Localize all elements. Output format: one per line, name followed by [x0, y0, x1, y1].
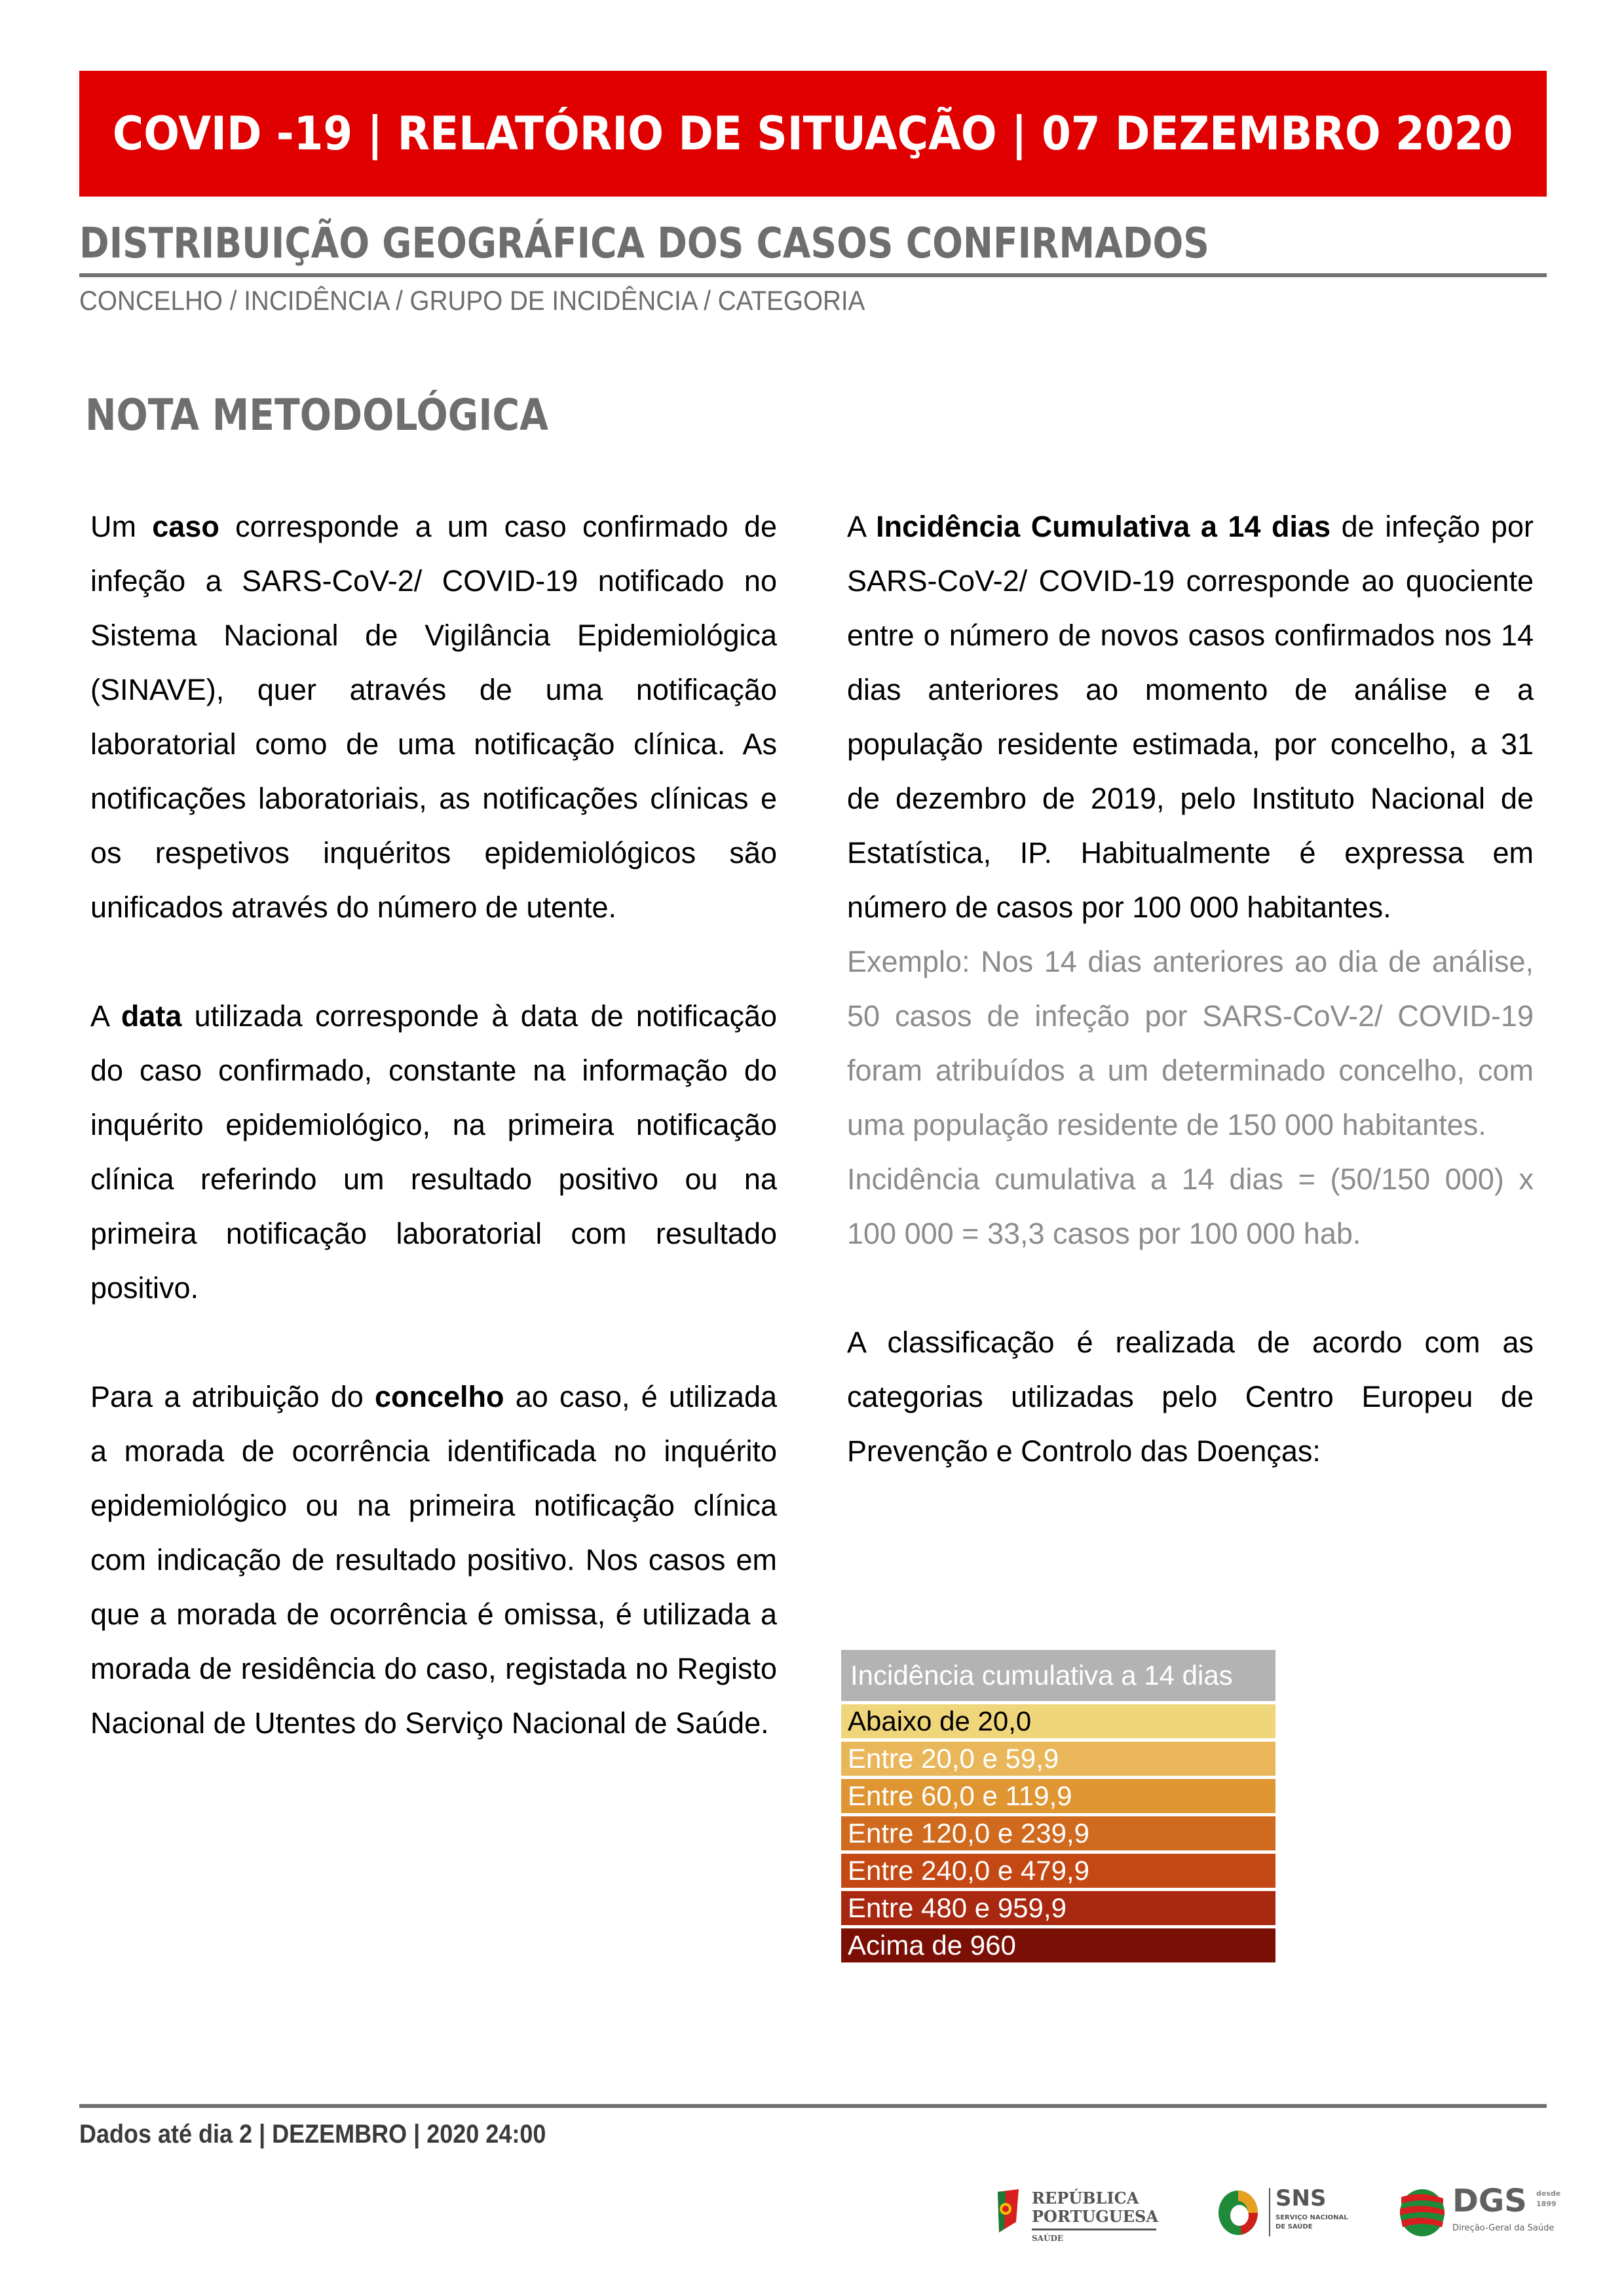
legend-header: Incidência cumulativa a 14 dias	[841, 1650, 1275, 1701]
keyword-data: data	[121, 999, 182, 1033]
dgs-side2: 1899	[1536, 2200, 1557, 2208]
report-header-banner	[79, 71, 1547, 197]
text: ao caso, é utilizada a morada de ocorrência identificada no inquérito epidemiológico ou na primeira notificação clínica com indicação de resultado positivo. Nos casos em que a morada de ocorrência é omissa, é utilizada a morada de residência do caso, registada no Registo Nacional de Utentes do Serviço Nacional de Saúde.	[90, 1380, 777, 1740]
text: A	[847, 510, 877, 543]
paragraph-data	[90, 989, 777, 1315]
sns-line2: SERVIÇO NACIONAL	[1275, 2214, 1348, 2221]
sns-line3: DE SAÚDE	[1275, 2223, 1313, 2230]
paragraph-caso	[90, 499, 777, 934]
legend-item: Abaixo de 20,0	[841, 1704, 1275, 1738]
left-column	[90, 499, 777, 1750]
methodology-title: NOTA METODOLÓGICA	[85, 390, 549, 440]
dgs-side1: desde	[1536, 2189, 1561, 2198]
dgs-emblem-icon	[1399, 2188, 1446, 2238]
legend-item: Entre 60,0 e 119,9	[841, 1779, 1275, 1813]
republica-portuguesa-logo	[992, 2185, 1163, 2244]
sns-logo	[1215, 2185, 1359, 2244]
text: de infeção por SARS-CoV-2/ COVID-19 corresponde ao quociente entre o número de novos casos confirmados nos 14 dias anteriores ao momento de análise e a população residente estimada, por concelho, a 31 de dezembro de 2019, pelo Instituto Nacional de Estatística, IP. Habitualmente é expressa em número de casos por 100 000 habitantes.	[847, 510, 1534, 924]
formula-text: Incidência cumulativa a 14 dias = (50/150 000) x 100 000 = 33,3 casos por 100 000 hab.	[847, 1162, 1534, 1250]
republica-line1: REPÚBLICA	[1032, 2189, 1139, 2208]
example-text: Exemplo: Nos 14 dias anteriores ao dia de análise, 50 casos de infeção por SARS-CoV-2/ COVID-19 foram atribuídos a um determinado concelho, com uma população residente de 150 000 habitantes.	[847, 945, 1534, 1141]
section-subtitle: CONCELHO / INCIDÊNCIA / GRUPO DE INCIDÊNCIA / CATEGORIA	[79, 285, 865, 316]
footer-logos	[992, 2185, 1569, 2244]
republica-sub: SAÚDE	[1032, 2234, 1063, 2243]
report-title: COVID -19 | RELATÓRIO DE SITUAÇÃO | 07 DEZEMBRO 2020	[113, 107, 1513, 161]
sns-emblem-icon	[1215, 2188, 1261, 2238]
section-title: DISTRIBUIÇÃO GEOGRÁFICA DOS CASOS CONFIRMADOS	[79, 220, 1209, 268]
paragraph-concelho	[90, 1369, 777, 1750]
paragraph-incidencia	[847, 499, 1534, 934]
text: A	[90, 999, 121, 1033]
keyword-incidencia: Incidência Cumulativa a 14 dias	[876, 510, 1331, 543]
sns-separator	[1269, 2188, 1270, 2236]
dgs-sub: Direção-Geral da Saúde	[1452, 2223, 1555, 2233]
keyword-caso: caso	[152, 510, 219, 543]
legend-item: Entre 240,0 e 479,9	[841, 1854, 1275, 1888]
text: corresponde a um caso confirmado de infeção a SARS-CoV-2/ COVID-19 notificado no Sistema Nacional de Vigilância Epidemiológica (SINAVE), quer através de uma notificação laboratorial como de uma notificação clínica. As notificações laboratoriais, as notificações clínicas e os respetivos inquéritos epidemiológicos são unificados através do número de utente.	[90, 510, 777, 924]
dgs-logo	[1399, 2185, 1569, 2244]
paragraph-classificacao: A classificação é realizada de acordo com as categorias utilizadas pelo Centro Europeu de Prevenção e Controlo das Doenças:	[847, 1326, 1534, 1468]
text: utilizada corresponde à data de notificação do caso confirmado, constante na informação do inquérito epidemiológico, na primeira notificação clínica referindo um resultado positivo ou na primeira notificação laboratorial com resultado positivo.	[90, 999, 777, 1305]
keyword-concelho: concelho	[374, 1380, 504, 1413]
section-divider	[79, 273, 1547, 277]
legend-item: Entre 120,0 e 239,9	[841, 1816, 1275, 1850]
republica-rule	[1032, 2229, 1156, 2230]
legend-item: Entre 20,0 e 59,9	[841, 1742, 1275, 1776]
republica-line2: PORTUGUESA	[1032, 2207, 1158, 2226]
text: Para a atribuição do	[90, 1380, 375, 1413]
text: Um	[90, 510, 153, 543]
dgs-title: DGS	[1452, 2183, 1527, 2219]
data-cutoff-text: Dados até dia 2 | DEZEMBRO | 2020 24:00	[79, 2120, 546, 2149]
legend-item: Entre 480 e 959,9	[841, 1891, 1275, 1925]
footer-divider	[79, 2104, 1547, 2108]
portugal-flag-icon	[992, 2189, 1021, 2235]
right-column	[847, 499, 1534, 1478]
legend-item: Acima de 960	[841, 1928, 1275, 1962]
incidence-legend	[841, 1650, 1275, 1966]
sns-title: SNS	[1275, 2185, 1327, 2211]
